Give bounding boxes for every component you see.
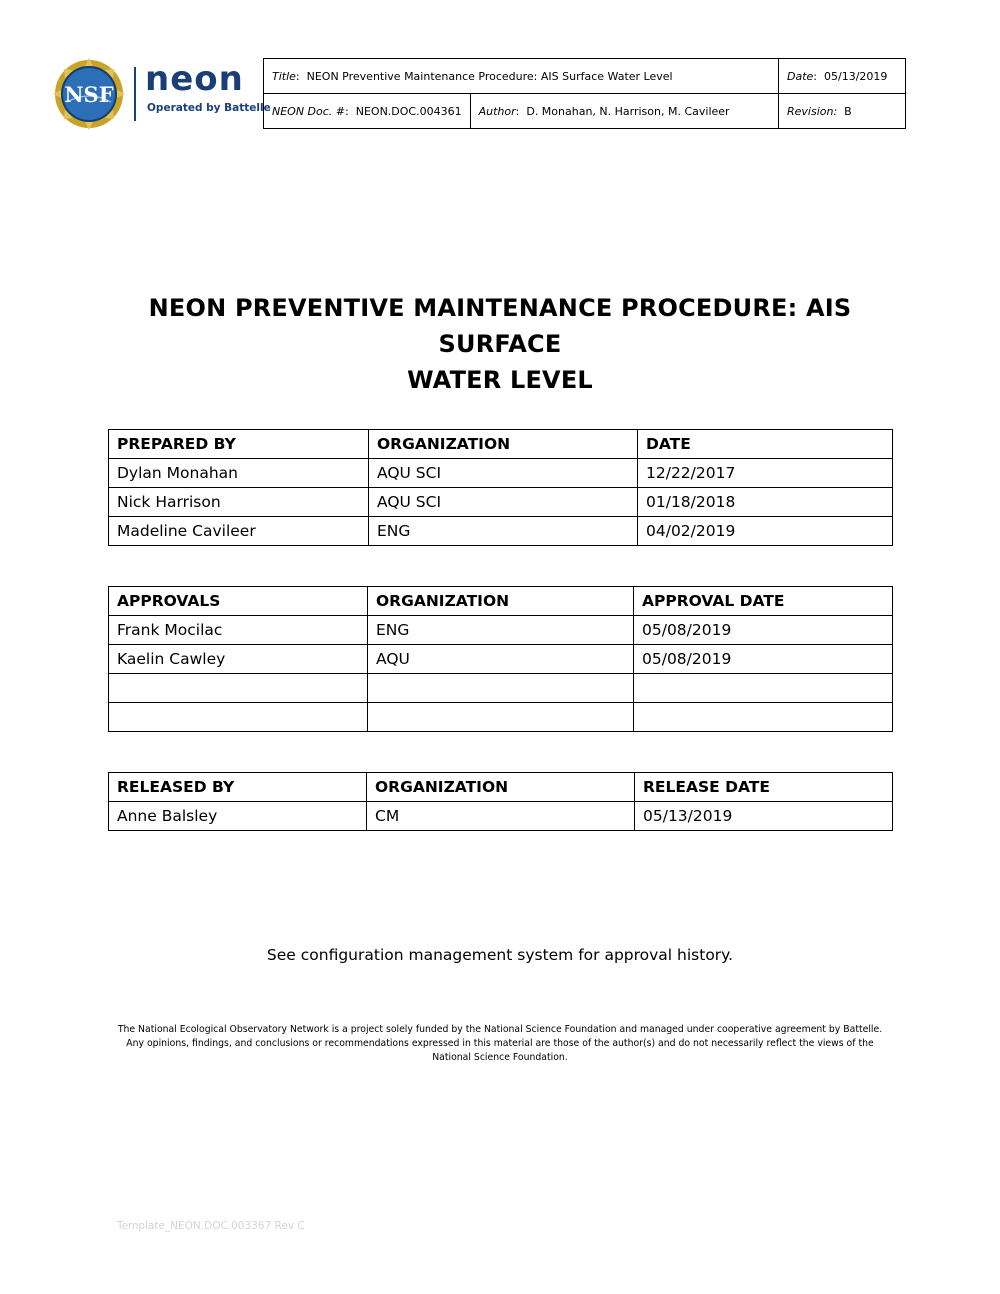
table-cell: Kaelin Cawley (109, 645, 368, 674)
document-title (100, 290, 900, 398)
table-cell: ENG (369, 517, 638, 546)
table-cell: 01/18/2018 (638, 488, 893, 517)
revision-value: B (844, 104, 852, 118)
table-cell: AQU SCI (369, 488, 638, 517)
column-header: ORGANIZATION (367, 773, 635, 802)
neon-wordmark: neon (145, 59, 244, 99)
title-line-2: WATER LEVEL (407, 366, 593, 394)
table-row (109, 616, 893, 645)
table-cell: AQU SCI (369, 459, 638, 488)
column-header: APPROVALS (109, 587, 368, 616)
table-cell (368, 703, 634, 732)
title-label: Title (272, 69, 296, 83)
seal-text: NSF (64, 82, 114, 107)
column-header: DATE (638, 430, 893, 459)
table-cell (109, 674, 368, 703)
table-cell: ENG (368, 616, 634, 645)
table-cell: Madeline Cavileer (109, 517, 369, 546)
date-value: 05/13/2019 (824, 69, 888, 83)
table-cell (634, 674, 893, 703)
neon-logo (50, 58, 271, 130)
date-label: Date (787, 69, 814, 83)
table-row (109, 802, 893, 831)
document-header-table (263, 58, 906, 129)
author-label: Author (478, 104, 516, 118)
title-value: NEON Preventive Maintenance Procedure: AIS Surface Water Level (306, 69, 673, 83)
table-cell (368, 674, 634, 703)
docnum-label: NEON Doc. # (272, 104, 346, 118)
table-header-row (109, 430, 893, 459)
table-row (109, 459, 893, 488)
template-footer: Template_NEON.DOC.003367 Rev C (117, 1220, 305, 1232)
column-header: RELEASED BY (109, 773, 367, 802)
table-row (109, 645, 893, 674)
disclaimer-line-1: The National Ecological Observatory Network is a project solely funded by the National Science Foundation and managed under cooperative agreement by Battelle. (117, 1024, 883, 1035)
revision-label: Revision: (787, 104, 838, 118)
title-line-1: NEON PREVENTIVE MAINTENANCE PROCEDURE: AIS SURFACE (148, 294, 852, 358)
table-cell: Frank Mocilac (109, 616, 368, 645)
table-cell: 04/02/2019 (638, 517, 893, 546)
approvals-table (108, 586, 893, 732)
table-cell: 05/13/2019 (635, 802, 893, 831)
logo-divider (134, 67, 136, 121)
table-cell (634, 703, 893, 732)
header-author-cell: Author: D. Monahan, N. Harrison, M. Cavileer (470, 94, 778, 129)
column-header: ORGANIZATION (368, 587, 634, 616)
author-value: D. Monahan, N. Harrison, M. Cavileer (526, 104, 730, 118)
header-docnum-cell: NEON Doc. #: NEON.DOC.004361 (264, 94, 471, 129)
table-cell: AQU (368, 645, 634, 674)
docnum-value: NEON.DOC.004361 (355, 104, 462, 118)
table-cell: 12/22/2017 (638, 459, 893, 488)
funding-disclaimer (110, 1023, 890, 1065)
column-header: APPROVAL DATE (634, 587, 893, 616)
logo-tagline: Operated by Battelle (147, 102, 271, 114)
approval-history-note: See configuration management system for approval history. (266, 946, 734, 964)
table-row (109, 703, 893, 732)
disclaimer-line-3: National Science Foundation. (432, 1052, 568, 1063)
table-header-row (109, 773, 893, 802)
header-title-cell: Title: NEON Preventive Maintenance Procedure: AIS Surface Water Level (264, 59, 779, 94)
table-header-row (109, 587, 893, 616)
table-row (109, 488, 893, 517)
nsf-seal-icon (50, 58, 128, 130)
table-cell: CM (367, 802, 635, 831)
table-cell: 05/08/2019 (634, 645, 893, 674)
table-cell: 05/08/2019 (634, 616, 893, 645)
table-cell: Nick Harrison (109, 488, 369, 517)
table-row (109, 674, 893, 703)
table-cell: Dylan Monahan (109, 459, 369, 488)
header-revision-cell (779, 94, 906, 129)
disclaimer-line-2: Any opinions, findings, and conclusions or recommendations expressed in this material are those of the author(s) and do not necessarily reflect the views of the (126, 1038, 874, 1049)
table-cell: Anne Balsley (109, 802, 367, 831)
header-date-cell: Date: 05/13/2019 (779, 59, 906, 94)
prepared-by-table (108, 429, 893, 546)
table-cell (109, 703, 368, 732)
released-by-table (108, 772, 893, 831)
column-header: PREPARED BY (109, 430, 369, 459)
column-header: RELEASE DATE (635, 773, 893, 802)
column-header: ORGANIZATION (369, 430, 638, 459)
table-row (109, 517, 893, 546)
